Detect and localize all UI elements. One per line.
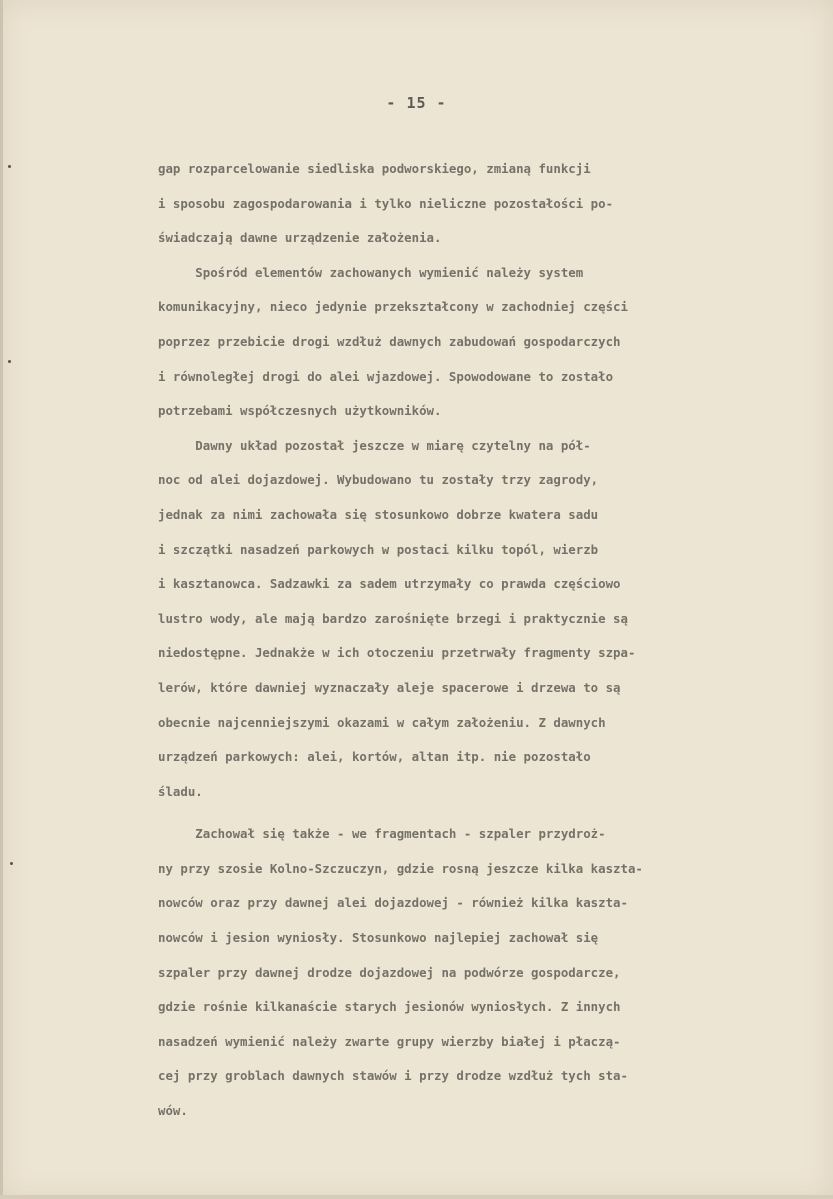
text-line: szpaler przy dawnej drodze dojazdowej na podwórze gospodarcze,	[158, 964, 621, 980]
text-line: i szczątki nasadzeń parkowych w postaci kilku topól, wierzb	[158, 541, 599, 557]
paragraph-gap	[158, 809, 818, 817]
page-bottom-edge	[0, 1195, 833, 1199]
body-text	[158, 152, 818, 1129]
text-line: ny przy szosie Kolno-Szczuczyn, gdzie rosną jeszcze kilka kaszta-	[158, 860, 643, 876]
text-line: cej przy groblach dawnych stawów i przy drodze wzdłuż tych sta-	[158, 1068, 628, 1084]
text-line: Dawny układ pozostał jeszcze w miarę czytelny na pół-	[158, 437, 591, 453]
paragraph	[158, 429, 818, 810]
text-line: jednak za nimi zachowała się stosunkowo dobrze kwatera sadu	[158, 506, 599, 522]
text-line: wów.	[158, 1103, 188, 1119]
text-line: noc od alei dojazdowej. Wybudowano tu zostały trzy zagrody,	[158, 472, 599, 488]
text-line: i sposobu zagospodarowania i tylko nieliczne pozostałości po-	[158, 195, 614, 211]
text-line: Spośród elementów zachowanych wymienić należy system	[158, 264, 584, 280]
text-line: potrzebami współczesnych użytkowników.	[158, 403, 442, 419]
page-left-edge	[0, 0, 3, 1199]
margin-mark	[10, 862, 13, 865]
paragraph	[158, 256, 818, 429]
page-number: - 15 -	[386, 94, 447, 112]
text-line: nasadzeń wymienić należy zwarte grupy wierzby białej i płaczą-	[158, 1033, 621, 1049]
text-line: urządzeń parkowych: alei, kortów, altan itp. nie pozostało	[158, 749, 591, 765]
text-line: Zachował się także - we fragmentach - szpaler przydroż-	[158, 826, 606, 842]
text-line: lustro wody, ale mają bardzo zarośnięte brzegi i praktycznie są	[158, 610, 628, 626]
margin-mark	[8, 165, 11, 168]
text-line: śladu.	[158, 783, 203, 799]
text-line: niedostępne. Jednakże w ich otoczeniu przetrwały fragmenty szpa-	[158, 645, 636, 661]
text-line: komunikacyjny, nieco jedynie przekształcony w zachodniej części	[158, 299, 628, 315]
text-line: nowców oraz przy dawnej alei dojazdowej - również kilka kaszta-	[158, 895, 628, 911]
text-line: świadczają dawne urządzenie założenia.	[158, 230, 442, 246]
paragraph	[158, 817, 818, 1128]
margin-mark	[8, 360, 11, 363]
text-line: i kasztanowca. Sadzawki za sadem utrzymały co prawda częściowo	[158, 576, 621, 592]
text-line: i równoległej drogi do alei wjazdowej. Spowodowane to zostało	[158, 368, 614, 384]
paragraph	[158, 152, 818, 256]
text-line: nowców i jesion wyniosły. Stosunkowo najlepiej zachował się	[158, 930, 599, 946]
text-line: lerów, które dawniej wyznaczały aleje spacerowe i drzewa to są	[158, 679, 621, 695]
text-line: gap rozparcelowanie siedliska podworskiego, zmianą funkcji	[158, 161, 591, 176]
text-line: obecnie najcenniejszymi okazami w całym założeniu. Z dawnych	[158, 714, 606, 730]
text-line: gdzie rośnie kilkanaście starych jesionów wyniosłych. Z innych	[158, 999, 621, 1015]
text-line: poprzez przebicie drogi wzdłuż dawnych zabudowań gospodarczych	[158, 333, 621, 349]
